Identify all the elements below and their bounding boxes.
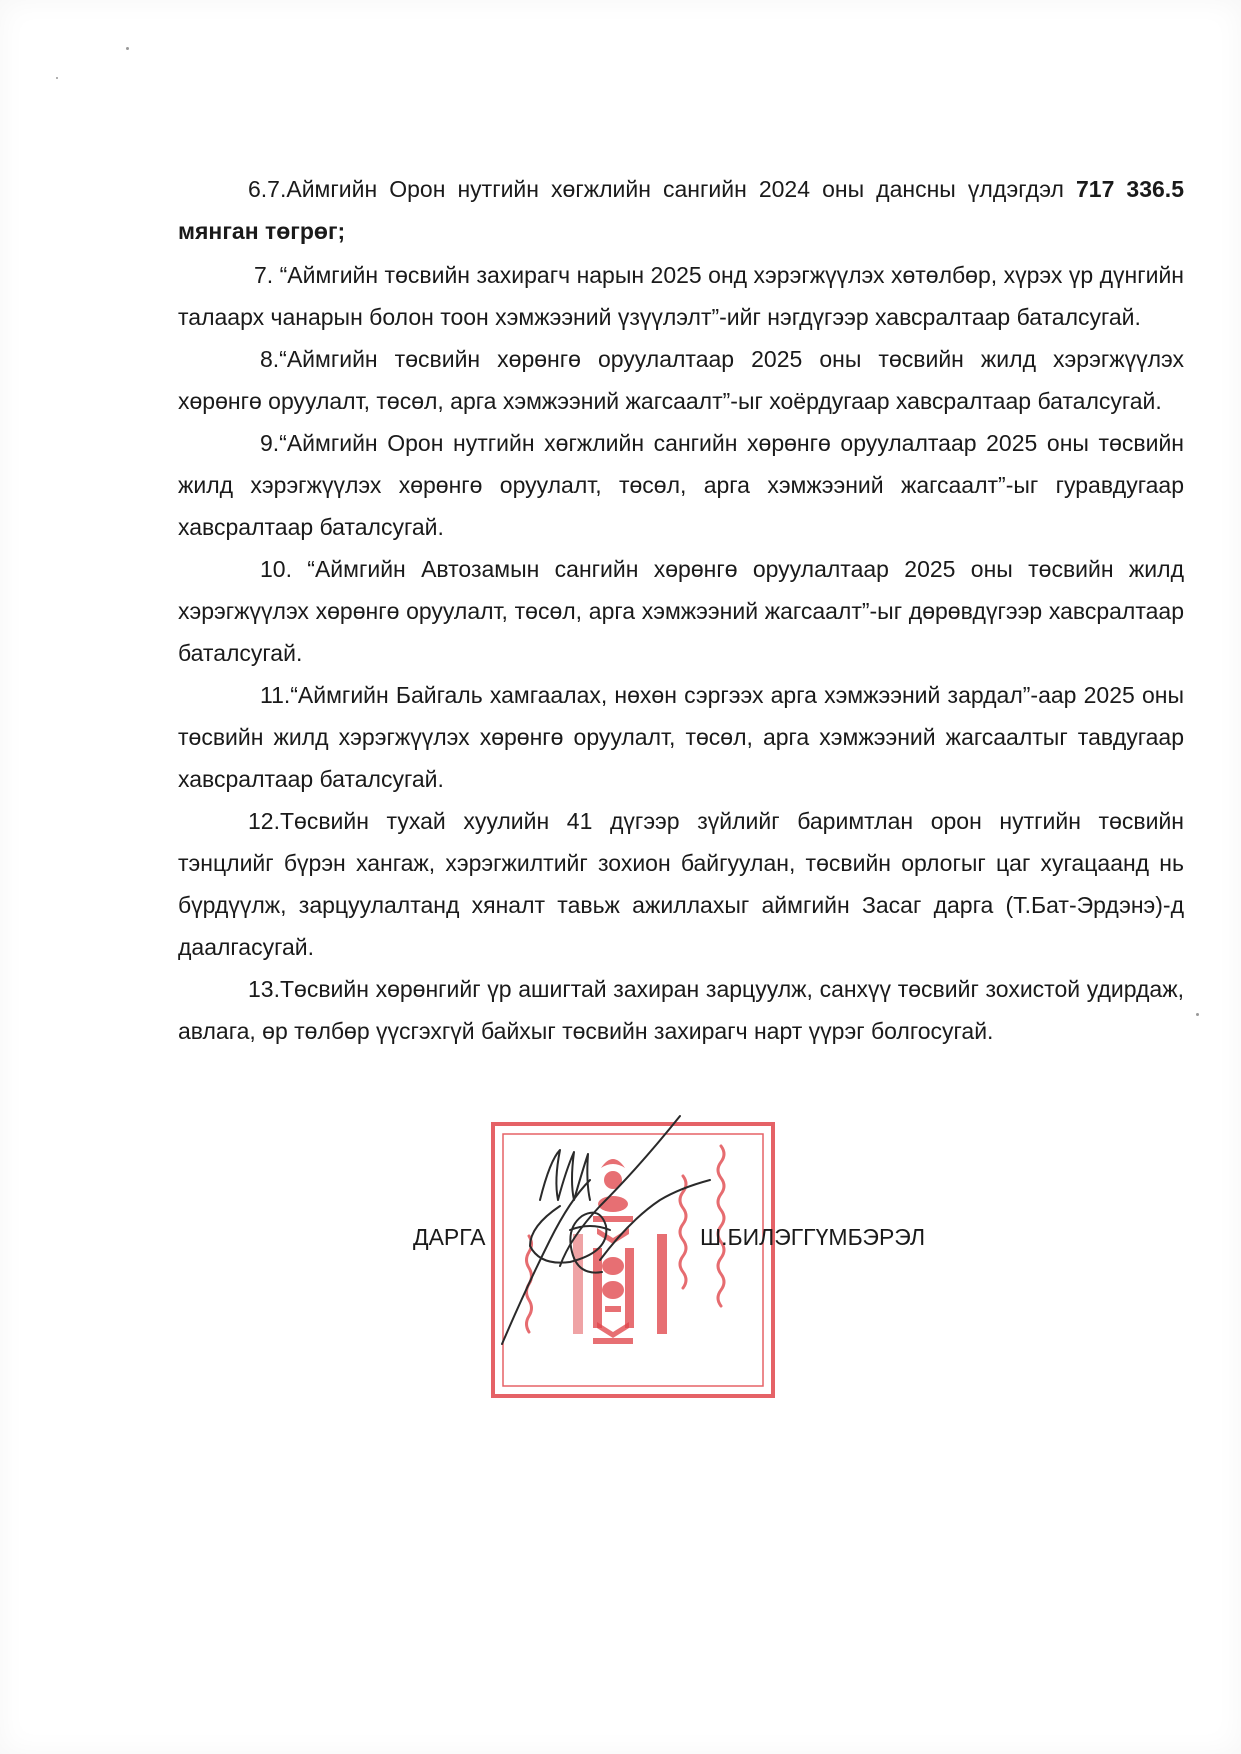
item-10: 10. “Аймгийн Автозамын сангийн хөрөнгө оруулалтаар 2025 оны төсвийн жилд хэрэгжүүлэх хөрөнгө оруулалт, төсөл, арга хэмжээний жагсаалт”-ыг дөрөвдүгээр хавсралтаар баталсугай.	[178, 556, 1184, 666]
item-12: 12.Төсвийн тухай хуулийн 41 дүгээр зүйлийг баримтлан орон нутгийн төсвийн тэнцлийг бүрэн хангаж, хэрэгжилтийг зохион байгуулан, төсвийн орлогыг цаг хугацаанд нь бүрдүүлж, зарцуулалтанд хяналт тавьж ажиллахыг аймгийн Засаг дарга (Т.Бат-Эрдэнэ)-д даалгасугай.	[178, 808, 1184, 960]
item-9: 9.“Аймгийн Орон нутгийн хөгжлийн сангийн хөрөнгө оруулалтаар 2025 оны төсвийн жилд хэрэгжүүлэх хөрөнгө оруулалт, төсөл, арга хэмжээний жагсаалт”-ыг гуравдугаар хавсралтаар баталсугай.	[178, 430, 1184, 540]
item-6-7	[178, 168, 1184, 252]
signatory-name: Ш.БИЛЭГГҮМБЭРЭЛ	[700, 1224, 926, 1250]
document-body	[178, 168, 1184, 1052]
scan-speck	[126, 47, 129, 50]
signatory-title: ДАРГА	[413, 1224, 486, 1250]
item-13: 13.Төсвийн хөрөнгийг үр ашигтай захиран зарцуулж, санхүү төсвийг зохистой удирдаж, авлага, өр төлбөр үүсгэхгүй байхыг төсвийн захирагч нарт үүрэг болгосугай.	[178, 976, 1184, 1044]
signature-block	[0, 1224, 1241, 1264]
item-6-7-amount: 717 336.5 мянган төгрөг;	[178, 176, 1184, 244]
scan-speck	[56, 77, 58, 79]
item-6-7-text: 6.7.Аймгийн Орон нутгийн хөгжлийн сангийн 2024 оны дансны үлдэгдэл	[248, 176, 1076, 202]
item-7: 7. “Аймгийн төсвийн захирагч нарын 2025 онд хэрэгжүүлэх хөтөлбөр, хүрэх үр дүнгийн талаарх чанарын болон тоон хэмжээний үзүүлэлт”-ийг нэгдүгээр хавсралтаар баталсугай.	[178, 262, 1184, 330]
scan-speck	[1196, 1013, 1199, 1016]
item-11: 11.“Аймгийн Байгаль хамгаалах, нөхөн сэргээх арга хэмжээний зардал”-аар 2025 оны төсвийн жилд хэрэгжүүлэх хөрөнгө оруулалт, төсөл, арга хэмжээний жагсаалтыг тавдугаар хавсралтаар баталсугай.	[178, 682, 1184, 792]
item-8: 8.“Аймгийн төсвийн хөрөнгө оруулалтаар 2025 оны төсвийн жилд хэрэгжүүлэх хөрөнгө оруулалт, төсөл, арга хэмжээний жагсаалт”-ыг хоёрдугаар хавсралтаар баталсугай.	[178, 346, 1184, 414]
